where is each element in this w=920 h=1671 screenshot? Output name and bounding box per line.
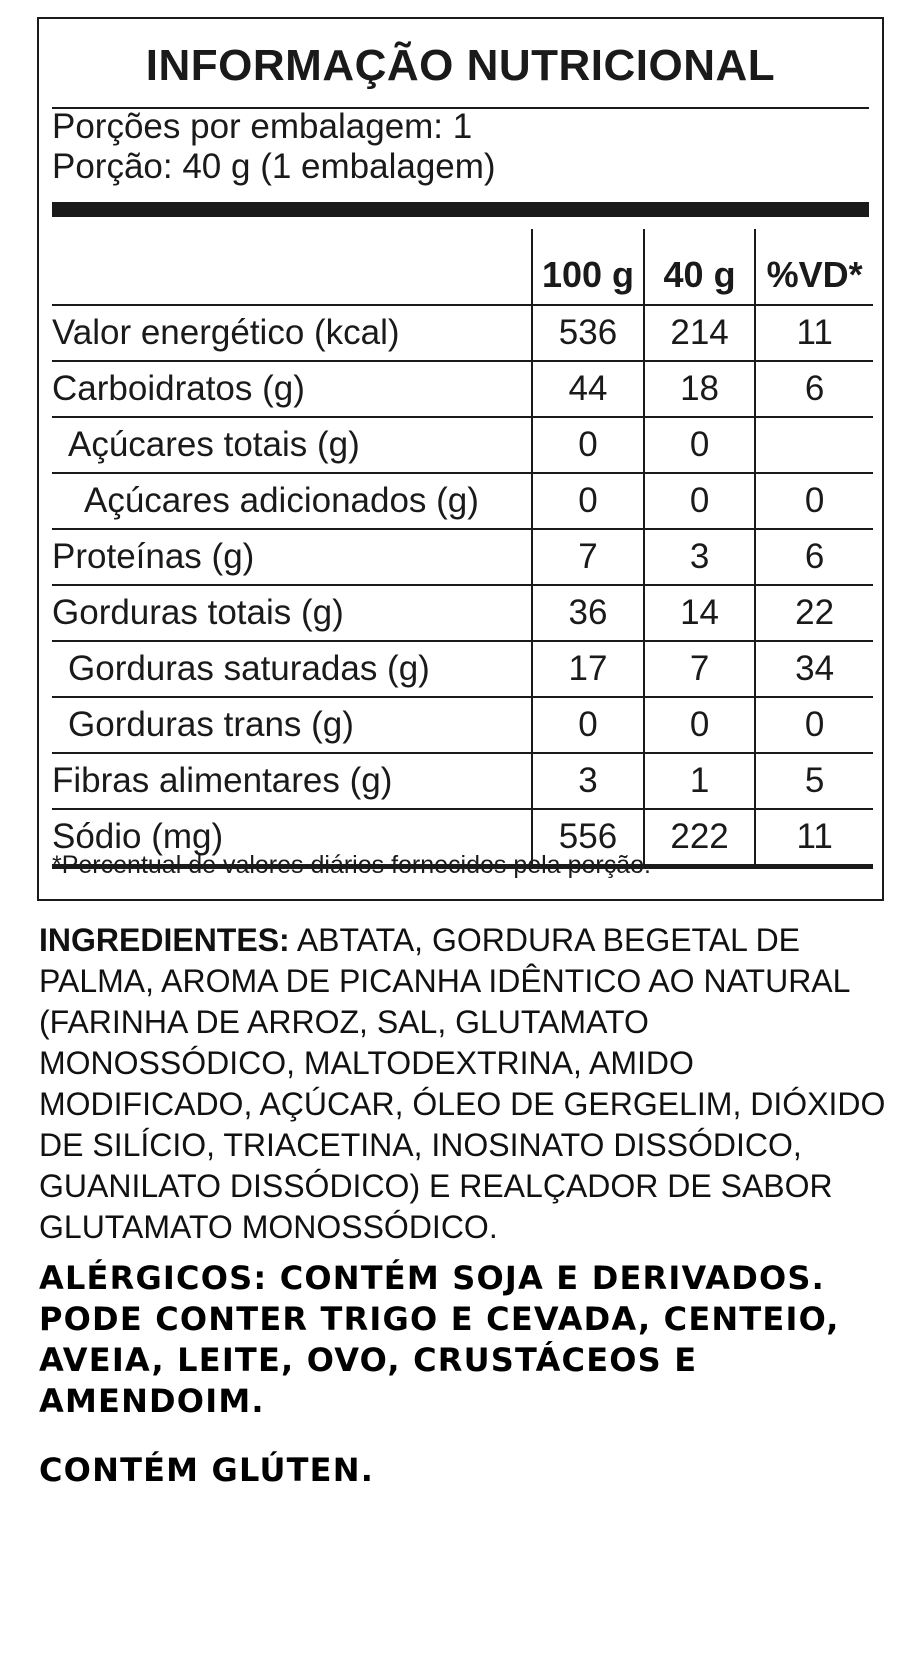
ingredients-block — [39, 920, 889, 1248]
value-40g: 18 — [644, 361, 755, 417]
nutrient-name: Proteínas (g) — [52, 537, 255, 576]
nutrient-name: Gorduras trans (g) — [68, 705, 354, 744]
table-row — [52, 585, 873, 641]
table-row — [52, 417, 873, 473]
value-vd — [755, 417, 873, 473]
nutrient-name: Carboidratos (g) — [52, 369, 305, 408]
table-row — [52, 305, 873, 361]
nutrition-facts-panel — [37, 17, 884, 901]
header-blank — [52, 229, 532, 305]
value-100g: 36 — [532, 585, 644, 641]
header-40g: 40 g — [644, 229, 755, 305]
value-vd: 11 — [755, 305, 873, 361]
value-40g: 222 — [644, 809, 755, 867]
table-row — [52, 641, 873, 697]
footnote: *Percentual de valores diários fornecidos pela porção. — [52, 851, 651, 879]
value-40g: 3 — [644, 529, 755, 585]
value-vd: 6 — [755, 361, 873, 417]
table-row — [52, 753, 873, 809]
value-100g: 0 — [532, 417, 644, 473]
table-row — [52, 529, 873, 585]
value-100g: 0 — [532, 473, 644, 529]
value-vd: 34 — [755, 641, 873, 697]
value-40g: 214 — [644, 305, 755, 361]
nutrient-name: Gorduras saturadas (g) — [68, 649, 430, 688]
table-row — [52, 361, 873, 417]
nutrition-title: INFORMAÇÃO NUTRICIONAL — [145, 41, 776, 90]
table-row — [52, 697, 873, 753]
nutrient-name: Açúcares adicionados (g) — [84, 481, 479, 520]
nutrient-name: Fibras alimentares (g) — [52, 761, 393, 800]
value-vd: 5 — [755, 753, 873, 809]
value-100g: 0 — [532, 697, 644, 753]
nutrient-name: Valor energético (kcal) — [52, 313, 400, 352]
value-40g: 14 — [644, 585, 755, 641]
value-40g: 1 — [644, 753, 755, 809]
value-vd: 0 — [755, 473, 873, 529]
header-vd: %VD* — [755, 229, 873, 305]
value-100g: 536 — [532, 305, 644, 361]
value-vd: 11 — [755, 809, 873, 867]
value-100g: 556 — [532, 809, 644, 867]
value-100g: 7 — [532, 529, 644, 585]
thick-divider — [52, 202, 869, 217]
table-row — [52, 473, 873, 529]
nutrient-name: Sódio (mg) — [52, 817, 224, 856]
value-vd: 6 — [755, 529, 873, 585]
value-100g: 3 — [532, 753, 644, 809]
value-100g: 44 — [532, 361, 644, 417]
gluten-warning: CONTÉM GLÚTEN. — [39, 1451, 375, 1489]
value-40g: 7 — [644, 641, 755, 697]
nutrition-table — [52, 229, 873, 869]
ingredients-label: INGREDIENTES: — [39, 922, 290, 958]
ingredients-text: ABTATA, GORDURA BEGETAL DE PALMA, AROMA DE PICANHA IDÊNTICO AO NATURAL (FARINHA DE ARROZ, SAL, GLUTAMATO MONOSSÓDICO, MALTODEXTRINA, AMIDO MODIFICADO, AÇÚCAR, ÓLEO DE GERGELIM, DIÓXIDO DE SILÍCIO, TRIACETINA, INOSINATO DISSÓDICO, GUANILATO DISSÓDICO) E REALÇADOR DE SABOR GLUTAMATO MONOSSÓDICO. — [39, 922, 886, 1245]
table-header-row — [52, 229, 873, 305]
value-40g: 0 — [644, 697, 755, 753]
value-vd: 22 — [755, 585, 873, 641]
allergens-warning: ALÉRGICOS: CONTÉM SOJA E DERIVADOS. PODE CONTER TRIGO E CEVADA, CENTEIO, AVEIA, LEITE, OVO, CRUSTÁCEOS E AMENDOIM. — [39, 1259, 840, 1420]
serving-size: Porção: 40 g (1 embalagem) — [52, 147, 496, 186]
servings-per-package: Porções por embalagem: 1 — [52, 107, 473, 146]
header-100g: 100 g — [532, 229, 644, 305]
nutrient-name: Açúcares totais (g) — [68, 425, 360, 464]
value-40g: 0 — [644, 473, 755, 529]
value-vd: 0 — [755, 697, 873, 753]
nutrient-name: Gorduras totais (g) — [52, 593, 344, 632]
value-40g: 0 — [644, 417, 755, 473]
value-100g: 17 — [532, 641, 644, 697]
